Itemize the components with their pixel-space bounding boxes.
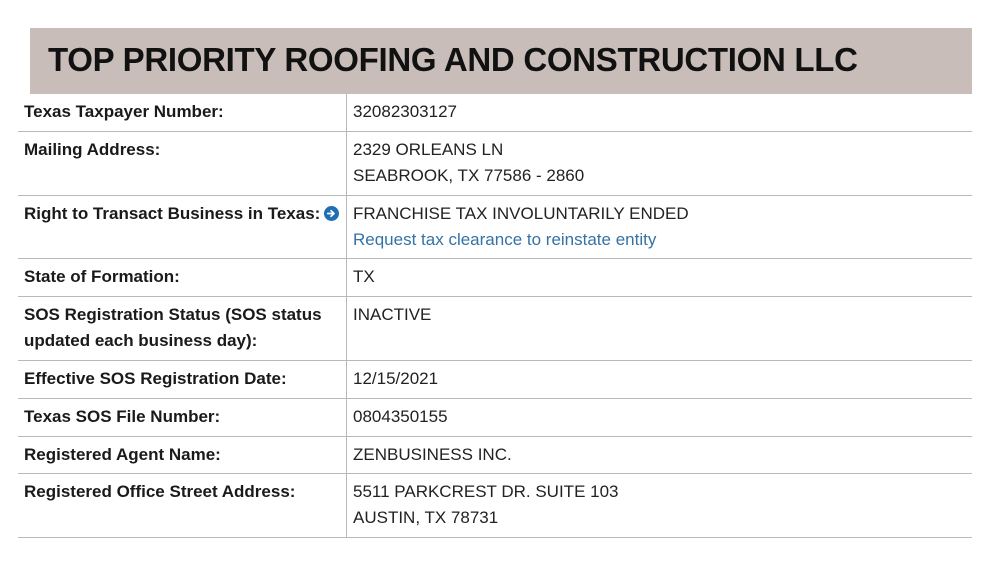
row-value-mailing-address: [347, 132, 973, 196]
table-row: [18, 259, 972, 297]
entity-details-table: [18, 94, 972, 538]
row-label-effective-sos-registration-date: Effective SOS Registration Date:: [18, 360, 347, 398]
row-label-texas-sos-file-number: Texas SOS File Number:: [18, 398, 347, 436]
table-row: [18, 195, 972, 259]
row-label-text: Right to Transact Business in Texas:: [24, 203, 321, 223]
row-value-sos-registration-status: [347, 297, 973, 361]
table-row: [18, 297, 972, 361]
row-value-registered-agent-name: [347, 436, 973, 474]
value-line: 12/15/2021: [353, 368, 439, 388]
row-label-registered-agent-name: Registered Agent Name:: [18, 436, 347, 474]
entity-header: [30, 28, 972, 94]
value-line: INACTIVE: [353, 305, 432, 325]
row-label-sos-registration-status: SOS Registration Status (SOS status updated each business day):: [18, 297, 347, 361]
row-label-taxpayer-number: Texas Taxpayer Number:: [18, 94, 347, 131]
table-row: [18, 94, 972, 131]
page-title: TOP PRIORITY ROOFING AND CONSTRUCTION LLC: [48, 41, 858, 78]
value-line: TX: [353, 267, 375, 287]
value-line: ZENBUSINESS INC.: [353, 444, 512, 464]
value-line: 0804350155: [353, 406, 448, 426]
value-line: FRANCHISE TAX INVOLUNTARILY ENDED: [353, 203, 689, 223]
row-value-texas-sos-file-number: [347, 398, 973, 436]
value-line: AUSTIN, TX 78731: [353, 508, 499, 528]
request-tax-clearance-link[interactable]: Request tax clearance to reinstate entity: [353, 229, 657, 249]
value-line: SEABROOK, TX 77586 - 2860: [353, 165, 585, 185]
value-line: 5511 PARKCREST DR. SUITE 103: [353, 482, 619, 502]
table-row: [18, 474, 972, 538]
row-label-right-to-transact-business: [18, 195, 347, 259]
row-label-state-of-formation: State of Formation:: [18, 259, 347, 297]
row-value-right-to-transact-business: [347, 195, 973, 259]
row-value-taxpayer-number: [347, 94, 973, 131]
table-row: [18, 436, 972, 474]
table-row: [18, 360, 972, 398]
table-row: [18, 398, 972, 436]
value-line: 32082303127: [353, 102, 458, 122]
row-value-registered-office-street-address: [347, 474, 973, 538]
value-line: 2329 ORLEANS LN: [353, 140, 504, 160]
row-label-registered-office-street-address: Registered Office Street Address:: [18, 474, 347, 538]
table-row: [18, 132, 972, 196]
row-value-state-of-formation: [347, 259, 973, 297]
arrow-circle-right-icon[interactable]: [324, 206, 339, 221]
row-value-effective-sos-registration-date: [347, 360, 973, 398]
row-label-mailing-address: Mailing Address:: [18, 132, 347, 196]
